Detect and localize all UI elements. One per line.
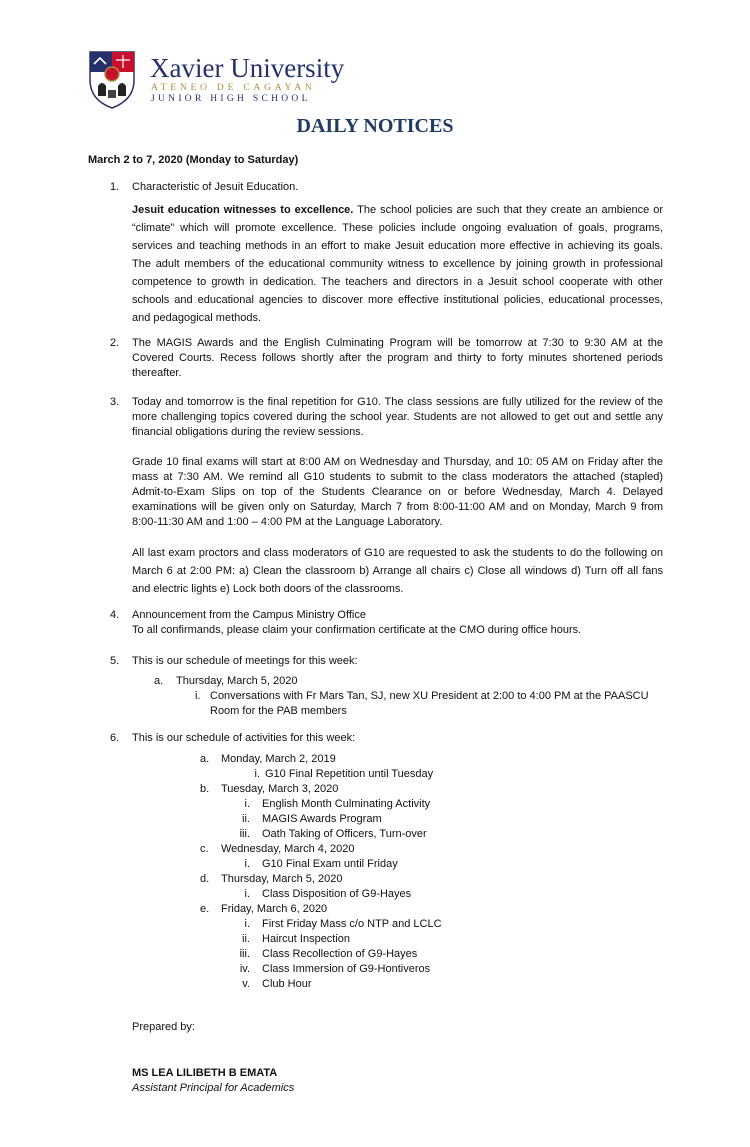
item-heading: This is our schedule of activities for this week: bbox=[132, 732, 356, 744]
item-line: Announcement from the Campus Ministry Office bbox=[132, 609, 366, 621]
event-text: Class Immersion of G9-Hontiveros bbox=[262, 963, 431, 975]
meeting-text-cont: Room for the PAB members bbox=[210, 705, 347, 717]
ateneo-subtitle: ATENEO DE CAGAYAN bbox=[151, 83, 316, 93]
day-name: Thursday, March 5, 2020 bbox=[221, 873, 343, 885]
event-roman: ii. bbox=[242, 813, 250, 825]
event-roman: i. bbox=[244, 918, 250, 930]
document-title: DAILY NOTICES bbox=[296, 115, 454, 137]
item-paragraph: Today and tomorrow is the final repetition for G10. The class sessions are fully utilized for the review of the more challenging topics covered during the school year. Students are not allowed to get out and settle any financial obligations during the review sessions. bbox=[132, 396, 663, 438]
item-number: 5. bbox=[110, 655, 120, 667]
day-label: c. bbox=[200, 843, 209, 855]
meeting-text: Conversations with Fr Mars Tan, SJ, new XU President at 2:00 to 4:00 PM at the PAASCU bbox=[210, 690, 649, 702]
signatory-name: MS LEA LILIBETH B EMATA bbox=[132, 1067, 278, 1079]
day-name: Tuesday, March 3, 2020 bbox=[221, 783, 339, 795]
event-text: Class Disposition of G9-Hayes bbox=[262, 888, 412, 900]
bold-lead: Jesuit education witnesses to excellence. bbox=[132, 204, 354, 216]
item-heading: Characteristic of Jesuit Education. bbox=[132, 181, 299, 193]
event-text: G10 Final Repetition until Tuesday bbox=[265, 768, 434, 780]
event-roman: iii. bbox=[239, 948, 250, 960]
school-subtitle: JUNIOR HIGH SCHOOL bbox=[151, 94, 311, 104]
meeting-label: a. bbox=[154, 675, 164, 687]
event-text: Haircut Inspection bbox=[262, 933, 351, 945]
event-text: First Friday Mass c/o NTP and LCLC bbox=[262, 918, 442, 930]
prepared-by-label: Prepared by: bbox=[132, 1021, 195, 1033]
item-heading: This is our schedule of meetings for this week: bbox=[132, 655, 358, 667]
event-text: Oath Taking of Officers, Turn-over bbox=[262, 828, 427, 840]
item-number: 4. bbox=[110, 609, 120, 621]
signatory-position: Assistant Principal for Academics bbox=[132, 1082, 295, 1094]
meeting-day: Thursday, March 5, 2020 bbox=[176, 675, 298, 687]
event-text: Class Recollection of G9-Hayes bbox=[262, 948, 418, 960]
item-paragraph bbox=[132, 201, 663, 327]
item-number: 6. bbox=[110, 732, 120, 744]
event-text: Club Hour bbox=[262, 978, 312, 990]
item-number: 3. bbox=[110, 396, 120, 408]
event-roman: v. bbox=[242, 978, 250, 990]
day-name: Wednesday, March 4, 2020 bbox=[221, 843, 355, 855]
day-label: b. bbox=[200, 783, 210, 795]
item-paragraph-proctors: All last exam proctors and class moderators of G10 are requested to ask the students to do the following on March 6 at 2:00 PM: a) Clean the classroom b) Arrange all chairs c) Close all windows d) Turn off all fans and electric lights e) Lock both doors of the classrooms. bbox=[132, 547, 663, 595]
event-text: English Month Culminating Activity bbox=[262, 798, 431, 810]
item-paragraph-exams: Grade 10 final exams will start at 8:00 AM on Wednesday and Thursday, and 10: 05 AM on Friday after the mass at 7:30 AM. We remind all G10 students to submit to the class moderators the attached (stapled) Admit-to-Exam Slips on top of the Students Clearance on or before Wednesday, March 4. Delayed examinations will be given only on Saturday, March 7 from 8:00-11:00 AM and on Monday, March 9 from 8:00-11:30 AM and 1:00 – 4:00 PM at the Language Laboratory. bbox=[132, 456, 663, 528]
event-text: G10 Final Exam until Friday bbox=[262, 858, 398, 870]
event-text: MAGIS Awards Program bbox=[262, 813, 382, 825]
event-roman: i. bbox=[254, 768, 260, 780]
school-crest-icon bbox=[88, 50, 136, 110]
event-roman: i. bbox=[244, 798, 250, 810]
date-range: March 2 to 7, 2020 (Monday to Saturday) bbox=[88, 154, 299, 166]
school-header bbox=[88, 50, 388, 110]
day-name: Friday, March 6, 2020 bbox=[221, 903, 328, 915]
paragraph-text: The school policies are such that they create an ambience or “climate” which will promote excellence. These policies include ongoing evaluation of goals, programs, services and teaching methods in an effort to make Jesuit education more effective in achieving its goals. The adult members of the educational community witness to excellence by joining growth in professional competence to growth in dedication. The teachers and directors in a Jesuit school cooperate with other schools and educational agencies to discover more effective institutional policies, educational processes, and pedagogical methods. bbox=[132, 204, 663, 324]
event-roman: iii. bbox=[239, 828, 250, 840]
event-roman: iv. bbox=[239, 963, 250, 975]
university-name: Xavier University bbox=[150, 53, 345, 83]
day-label: a. bbox=[200, 753, 210, 765]
event-roman: i. bbox=[244, 888, 250, 900]
event-roman: i. bbox=[244, 858, 250, 870]
event-roman: ii. bbox=[242, 933, 250, 945]
item-line: To all confirmands, please claim your confirmation certificate at the CMO during office hours. bbox=[132, 624, 582, 636]
day-label: d. bbox=[200, 873, 210, 885]
meeting-roman: i. bbox=[195, 690, 201, 702]
day-label: e. bbox=[200, 903, 210, 915]
item-number: 1. bbox=[110, 181, 120, 193]
item-number: 2. bbox=[110, 337, 120, 349]
item-paragraph: The MAGIS Awards and the English Culminating Program will be tomorrow at 7:30 to 9:30 AM at the Covered Courts. Recess follows shortly after the program and thirty to forty minutes shortened periods thereafter. bbox=[132, 337, 663, 379]
day-name: Monday, March 2, 2019 bbox=[221, 753, 336, 765]
